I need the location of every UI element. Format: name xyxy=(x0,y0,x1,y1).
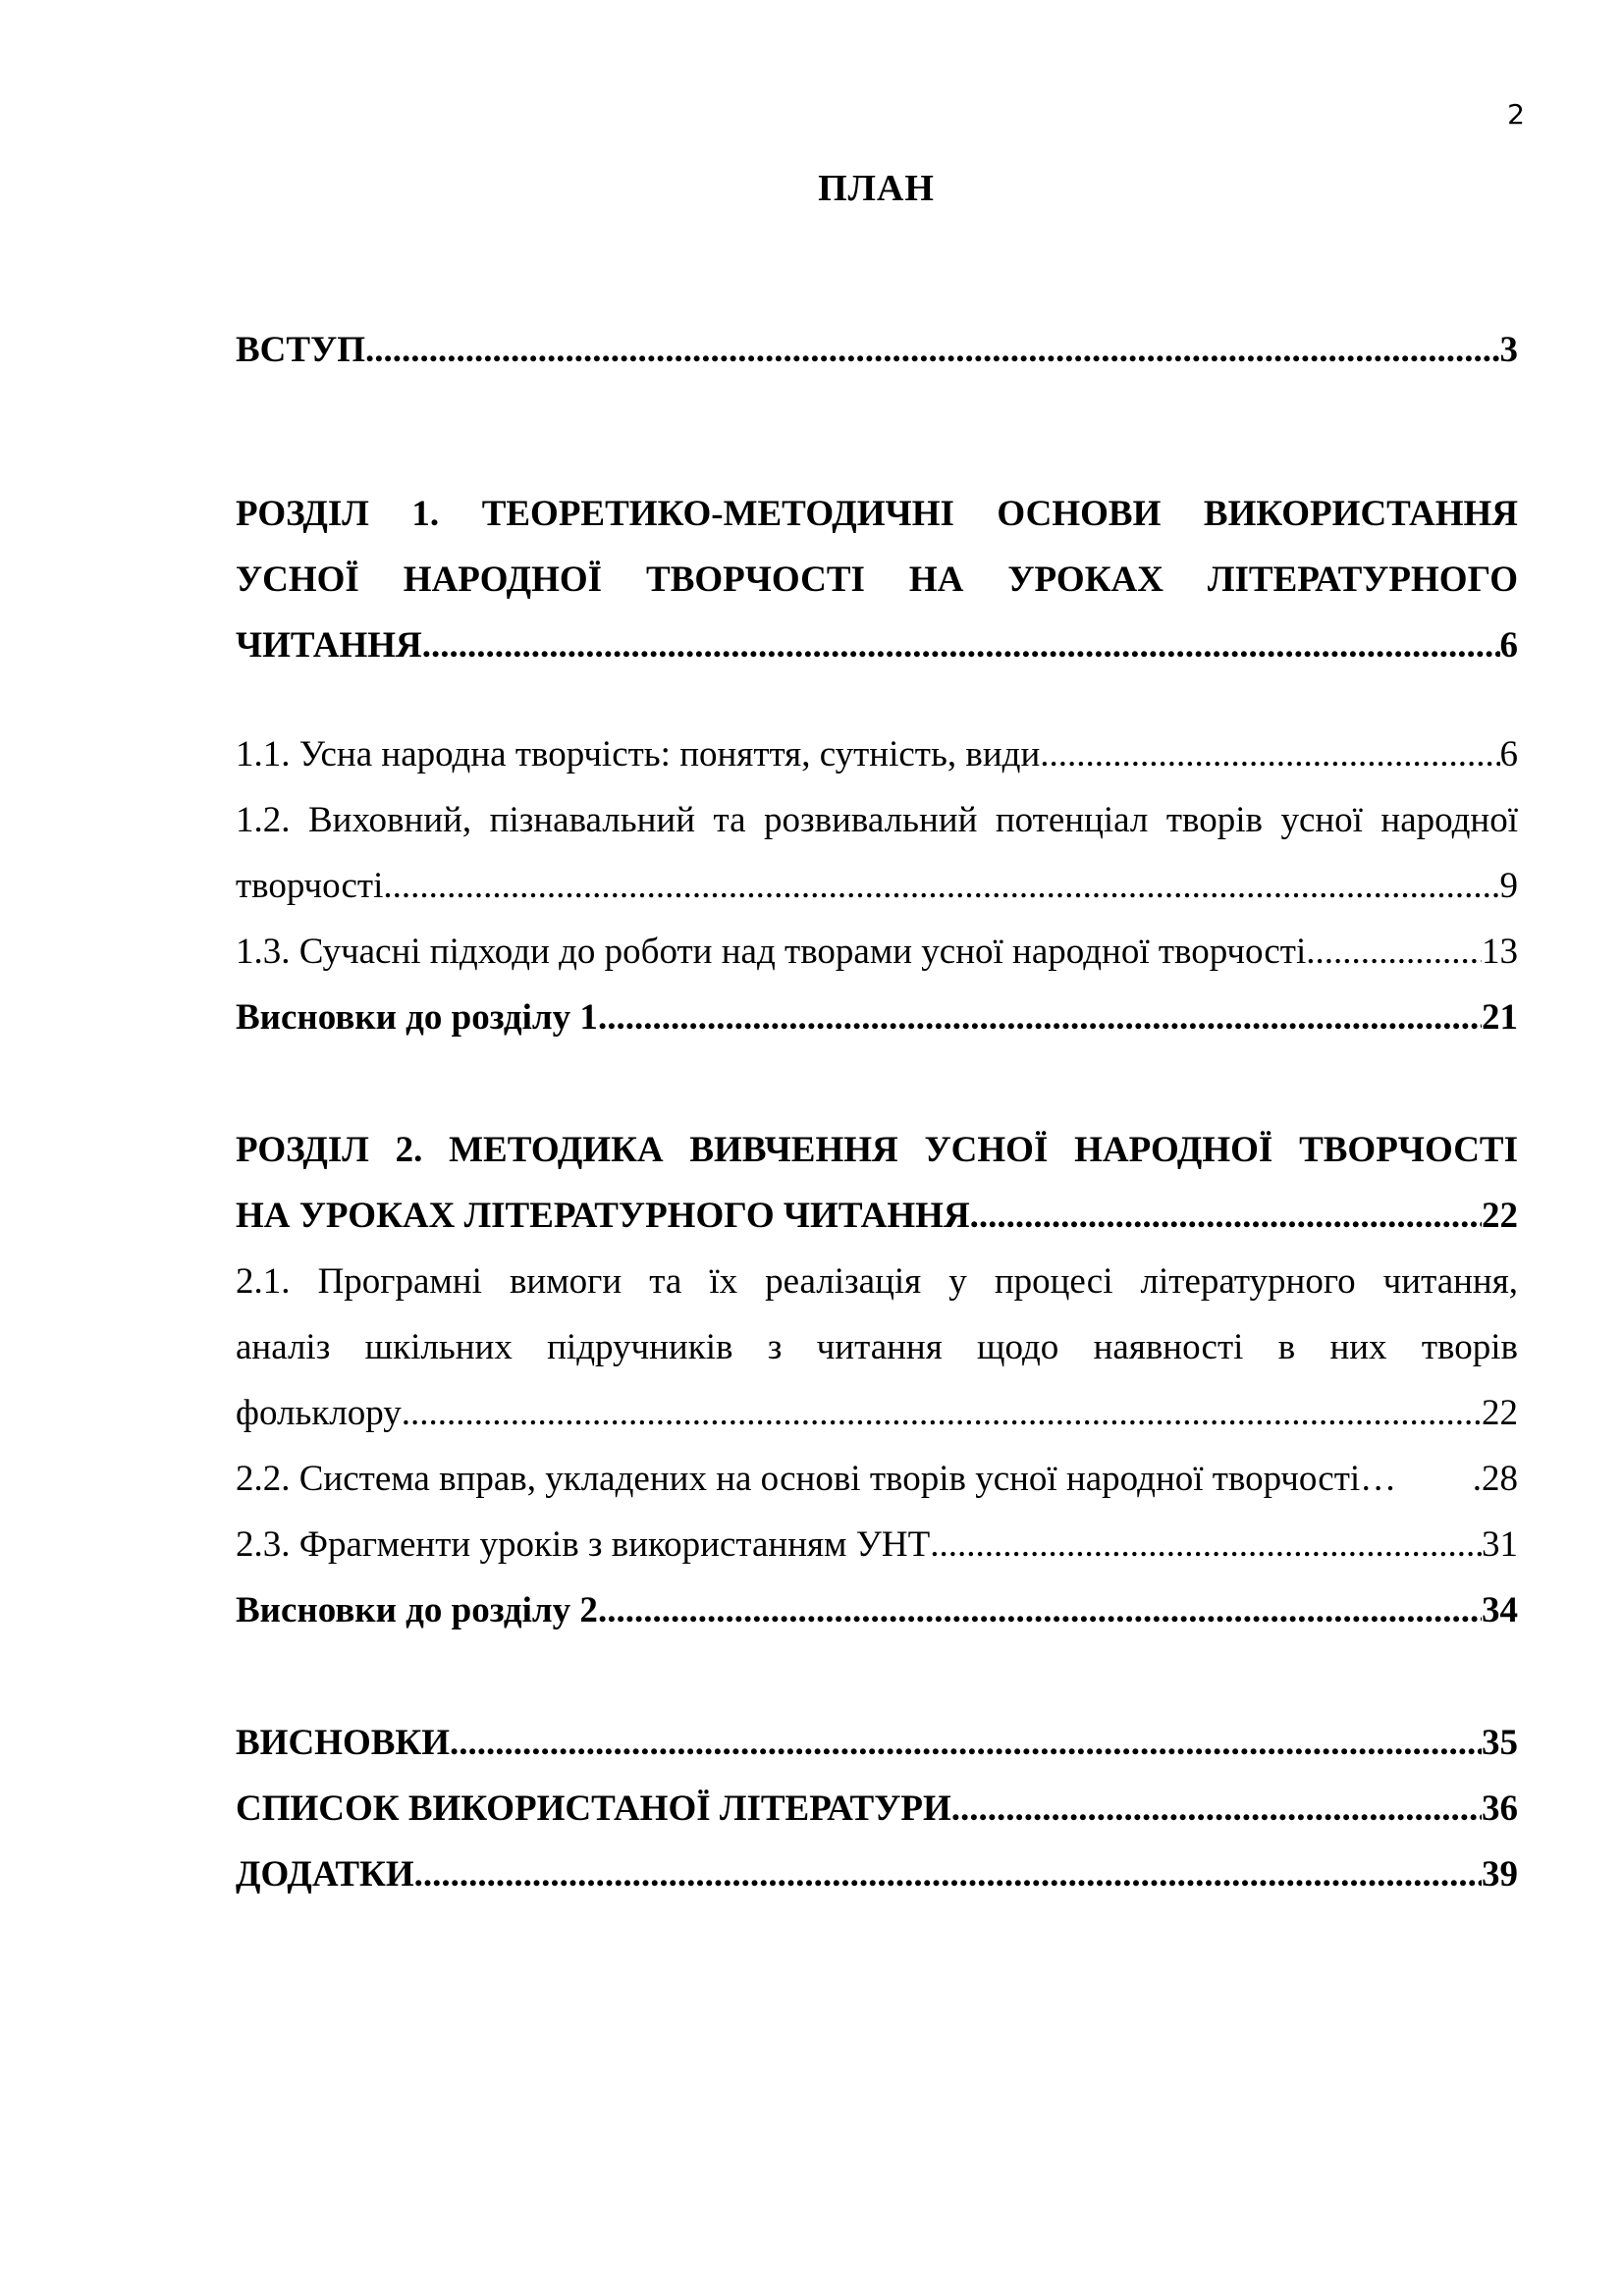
toc-page-number: 9 xyxy=(1499,866,1518,906)
toc-entry-appendices[interactable] xyxy=(236,1851,1518,1898)
dot-leader xyxy=(365,327,1499,374)
toc-entry-section-2-1-line-2[interactable]: аналіз шкільних підручників з читання щодо наявності в них творів xyxy=(236,1327,1518,1367)
toc-entry-label: 1.3. Сучасні підходи до роботи над творами усної народної творчості xyxy=(236,932,1307,972)
toc-page-number: 6 xyxy=(1499,734,1518,774)
toc-entry-label: 1.1. Усна народна творчість: поняття, сутність, види xyxy=(236,734,1041,774)
toc-entry-label: 2.2. Система вправ, укладених на основі творів усної народної творчості… xyxy=(236,1459,1397,1499)
toc-entry-section-1-3[interactable] xyxy=(236,929,1518,976)
toc-chapter-1-line-1[interactable]: РОЗДІЛ 1. ТЕОРЕТИКО-МЕТОДИЧНІ ОСНОВИ ВИКОРИСТАННЯ xyxy=(236,494,1518,534)
toc-page-number: .28 xyxy=(1472,1459,1518,1499)
toc-entry-label: Висновки до розділу 2 xyxy=(236,1590,598,1630)
toc-entry-section-1-2-line-1[interactable]: 1.2. Виховний, пізнавальний та розвивальний потенціал творів усної народної xyxy=(236,800,1518,840)
dot-leader xyxy=(450,1720,1482,1767)
toc-chapter-1-line-3[interactable] xyxy=(236,622,1518,669)
toc-entry-label: ДОДАТКИ xyxy=(236,1854,414,1895)
toc-entry-label: ВИСНОВКИ xyxy=(236,1723,451,1763)
dot-leader xyxy=(1040,731,1499,778)
toc-entry-label: фольклору xyxy=(236,1393,402,1433)
toc-page-number: 34 xyxy=(1482,1590,1518,1630)
toc-entry-section-1-2-line-2[interactable] xyxy=(236,863,1518,910)
dot-leader xyxy=(383,863,1499,910)
page-title: ПЛАН xyxy=(818,168,935,209)
toc-entry-section-2-1-line-1[interactable]: 2.1. Програмні вимоги та їх реалізація у процесі літературного читання, xyxy=(236,1261,1518,1302)
toc-entry-section-2-1-line-3[interactable] xyxy=(236,1390,1518,1437)
toc-entry-label: ЧИТАННЯ xyxy=(236,625,422,666)
toc-entry-chapter-2-conclusion[interactable] xyxy=(236,1587,1518,1634)
toc-page-number: 39 xyxy=(1482,1854,1518,1895)
toc-page-number: 22 xyxy=(1482,1196,1518,1236)
dot-leader xyxy=(930,1522,1482,1569)
dot-leader xyxy=(414,1851,1482,1898)
toc-page-number: 21 xyxy=(1482,997,1518,1038)
toc-entry-section-1-1[interactable] xyxy=(236,731,1518,778)
dot-leader xyxy=(422,622,1500,669)
dot-leader xyxy=(598,1587,1482,1634)
toc-entry-label: НА УРОКАХ ЛІТЕРАТУРНОГО ЧИТАННЯ xyxy=(236,1196,970,1236)
toc-entry-label: 2.3. Фрагменти уроків з використанням УНТ xyxy=(236,1524,931,1565)
dot-leader xyxy=(951,1786,1482,1833)
toc-page-number: 3 xyxy=(1499,330,1518,370)
toc-entry-label: творчості xyxy=(236,866,384,906)
toc-entry-label: СПИСОК ВИКОРИСТАНОЇ ЛІТЕРАТУРИ xyxy=(236,1789,951,1829)
dot-leader xyxy=(402,1390,1482,1437)
toc-page-number: 22 xyxy=(1482,1393,1518,1433)
toc-entry-label: Висновки до розділу 1 xyxy=(236,997,598,1038)
toc-entry-label: ВСТУП xyxy=(236,330,366,370)
toc-entry-section-2-3[interactable] xyxy=(236,1522,1518,1569)
toc-chapter-1-line-2[interactable]: УСНОЇ НАРОДНОЇ ТВОРЧОСТІ НА УРОКАХ ЛІТЕРАТУРНОГО xyxy=(236,560,1518,600)
toc-page-number: 36 xyxy=(1482,1789,1518,1829)
toc-entry-conclusions[interactable] xyxy=(236,1720,1518,1767)
dot-leader xyxy=(970,1193,1482,1240)
toc-entry-section-2-2[interactable] xyxy=(236,1456,1518,1503)
toc-chapter-2-line-1[interactable]: РОЗДІЛ 2. МЕТОДИКА ВИВЧЕННЯ УСНОЇ НАРОДНОЇ ТВОРЧОСТІ xyxy=(236,1130,1518,1170)
toc-page-number: 13 xyxy=(1482,932,1518,972)
toc-entry-chapter-1-conclusion[interactable] xyxy=(236,994,1518,1041)
toc-entry-intro[interactable] xyxy=(236,327,1518,374)
page-number: 2 xyxy=(1507,98,1525,131)
dot-leader xyxy=(1306,929,1482,976)
toc-page-number: 31 xyxy=(1482,1524,1518,1565)
toc-chapter-2-line-2[interactable] xyxy=(236,1193,1518,1240)
dot-leader xyxy=(598,994,1482,1041)
toc-page-number: 6 xyxy=(1499,625,1518,666)
toc-entry-references[interactable] xyxy=(236,1786,1518,1833)
toc-page-number: 35 xyxy=(1482,1723,1518,1763)
